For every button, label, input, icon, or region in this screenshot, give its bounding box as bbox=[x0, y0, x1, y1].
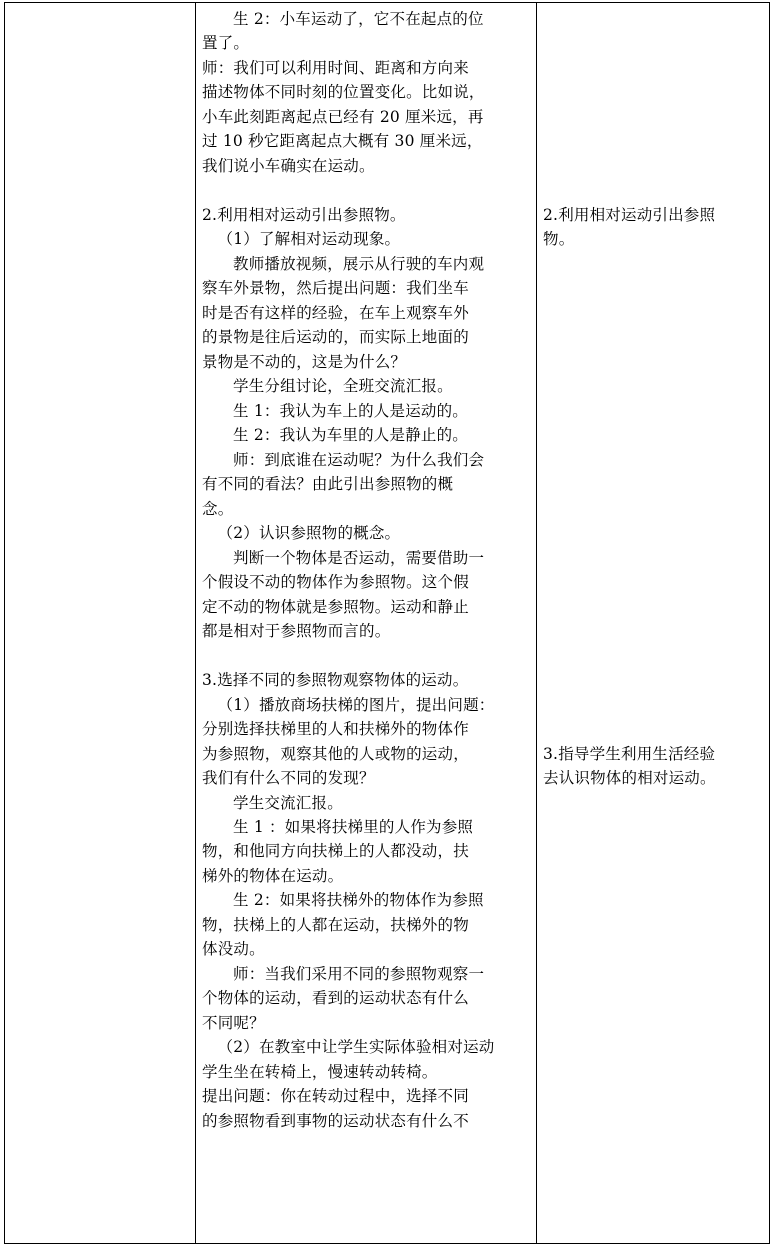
note-text-line bbox=[543, 350, 763, 374]
note-text-line: 2.利用相对运动引出参照 bbox=[543, 205, 716, 224]
note-text-line bbox=[543, 252, 763, 276]
note-text-line bbox=[543, 80, 763, 104]
body-text-line: 我们说小车确实在运动。 bbox=[202, 156, 375, 175]
body-text-line: 置了。 bbox=[202, 34, 250, 53]
body-text-line: 学生交流汇报。 bbox=[233, 793, 343, 812]
note-text-line bbox=[543, 31, 763, 55]
note-text-line bbox=[543, 325, 763, 349]
body-text-line: 念。 bbox=[202, 499, 234, 518]
body-text-line: 梯外的物体在运动。 bbox=[202, 866, 344, 885]
student-response-block bbox=[202, 7, 530, 203]
section-3-block bbox=[202, 668, 530, 1133]
body-text-line: 描述物体不同时刻的位置变化。比如说， bbox=[202, 83, 485, 102]
lesson-plan-table bbox=[4, 2, 770, 1244]
note-text-line bbox=[543, 423, 763, 447]
body-text-line: 提出问题：你在转动过程中，选择不同 bbox=[202, 1087, 469, 1106]
note-text-line bbox=[543, 448, 763, 472]
body-text-line: 我们有什么不同的发现？ bbox=[202, 769, 375, 788]
body-text-line: 体没动。 bbox=[202, 940, 265, 959]
body-text-line: 师：当我们采用不同的参照物观察一 bbox=[233, 964, 485, 983]
note-text-line bbox=[543, 619, 763, 643]
note-section-2 bbox=[543, 203, 763, 252]
body-text-line: 师：到底谁在运动呢？为什么我们会 bbox=[233, 450, 485, 469]
note-text-line bbox=[543, 644, 763, 668]
body-text-line: 教师播放视频，展示从行驶的车内观 bbox=[233, 254, 485, 273]
note-text-line bbox=[543, 693, 763, 717]
table-cell-middle bbox=[196, 3, 537, 1244]
body-text-line: 过 10 秒它距离起点大概有 30 厘米远， bbox=[202, 132, 483, 151]
body-text-line: 物，扶梯上的人都在运动，扶梯外的物 bbox=[202, 915, 469, 934]
body-text-line: 的景物是往后运动的，而实际上地面的 bbox=[202, 328, 469, 347]
note-text-line bbox=[543, 129, 763, 153]
body-text-line bbox=[202, 178, 530, 202]
note-empty-top bbox=[543, 7, 763, 203]
table-cell-right bbox=[537, 3, 770, 1244]
note-text-line bbox=[543, 472, 763, 496]
body-text-line: 生 2：小车运动了，它不在起点的位 bbox=[233, 10, 484, 28]
note-text-line bbox=[543, 105, 763, 129]
body-text-line: 个假设不动的物体作为参照物。这个假 bbox=[202, 573, 469, 592]
body-text-line: 有不同的看法？由此引出参照物的概 bbox=[202, 475, 454, 494]
body-text-line: 都是相对于参照物而言的。 bbox=[202, 622, 391, 641]
note-text-line bbox=[543, 570, 763, 594]
left-column-content bbox=[5, 3, 195, 1243]
body-text-line: 分别选择扶梯里的人和扶梯外的物体作 bbox=[202, 720, 469, 739]
body-text-line: 生 2：我认为车里的人是静止的。 bbox=[233, 426, 468, 445]
note-section-3 bbox=[543, 742, 763, 791]
note-text-line bbox=[543, 668, 763, 692]
table-row bbox=[5, 3, 770, 1244]
body-text-line: 定不动的物体就是参照物。运动和静止 bbox=[202, 597, 469, 616]
body-text-line: 物，和他同方向扶梯上的人都没动，扶 bbox=[202, 842, 469, 861]
body-text-line: （2）在教室中让学生实际体验相对运动 bbox=[217, 1038, 495, 1057]
note-text-line bbox=[543, 56, 763, 80]
body-text-line bbox=[202, 644, 530, 668]
body-text-line: 时是否有这样的经验，在车上观察车外 bbox=[202, 303, 469, 322]
note-spacer bbox=[543, 252, 763, 742]
body-text-line: 的参照物看到事物的运动状态有什么不 bbox=[202, 1111, 469, 1130]
body-text-line: 察车外景物，然后提出问题：我们坐车 bbox=[202, 279, 469, 298]
note-text-line bbox=[543, 178, 763, 202]
body-text-line: 2.利用相对运动引出参照物。 bbox=[202, 205, 406, 224]
body-text-line: 3.选择不同的参照物观察物体的运动。 bbox=[202, 671, 469, 690]
body-text-line: （1）播放商场扶梯的图片，提出问题： bbox=[217, 695, 495, 714]
note-text-line bbox=[543, 546, 763, 570]
body-text-line: 生 1：我认为车上的人是运动的。 bbox=[233, 401, 468, 420]
body-text-line: 学生坐在转椅上，慢速转动转椅。 bbox=[202, 1062, 438, 1081]
note-text-line bbox=[543, 7, 763, 31]
body-text-line: 判断一个物体是否运动，需要借助一 bbox=[233, 548, 485, 567]
body-text-line: 学生分组讨论，全班交流汇报。 bbox=[233, 377, 453, 396]
section-2-block bbox=[202, 203, 530, 668]
note-text-line bbox=[543, 595, 763, 619]
note-text-line bbox=[543, 497, 763, 521]
body-text-line: 景物是不动的，这是为什么？ bbox=[202, 352, 407, 371]
body-text-line: （2）认识参照物的概念。 bbox=[217, 524, 401, 543]
right-column-content bbox=[537, 3, 769, 797]
middle-column-content bbox=[196, 3, 536, 1139]
note-text-line bbox=[543, 399, 763, 423]
body-text-line: 生 2：如果将扶梯外的物体作为参照 bbox=[233, 891, 484, 910]
body-text-line: 师：我们可以利用时间、距离和方向来 bbox=[202, 58, 469, 77]
body-text-line: 小车此刻距离起点已经有 20 厘米远，再 bbox=[202, 107, 484, 126]
note-text-line bbox=[543, 154, 763, 178]
table-cell-left bbox=[5, 3, 196, 1244]
note-text-line: 物。 bbox=[543, 230, 575, 249]
note-text-line: 去认识物体的相对运动。 bbox=[543, 769, 716, 788]
note-text-line bbox=[543, 521, 763, 545]
note-text-line: 3.指导学生利用生活经验 bbox=[543, 744, 716, 763]
body-text-line: 个物体的运动，看到的运动状态有什么 bbox=[202, 989, 469, 1008]
note-text-line bbox=[543, 276, 763, 300]
body-text-line: 为参照物，观察其他的人或物的运动， bbox=[202, 744, 469, 763]
body-text-line: （1）了解相对运动现象。 bbox=[217, 230, 401, 249]
body-text-line: 不同呢？ bbox=[202, 1013, 265, 1032]
note-text-line bbox=[543, 374, 763, 398]
body-text-line: 生 1 ：如果将扶梯里的人作为参照 bbox=[233, 817, 474, 836]
note-text-line bbox=[543, 301, 763, 325]
note-text-line bbox=[543, 717, 763, 741]
